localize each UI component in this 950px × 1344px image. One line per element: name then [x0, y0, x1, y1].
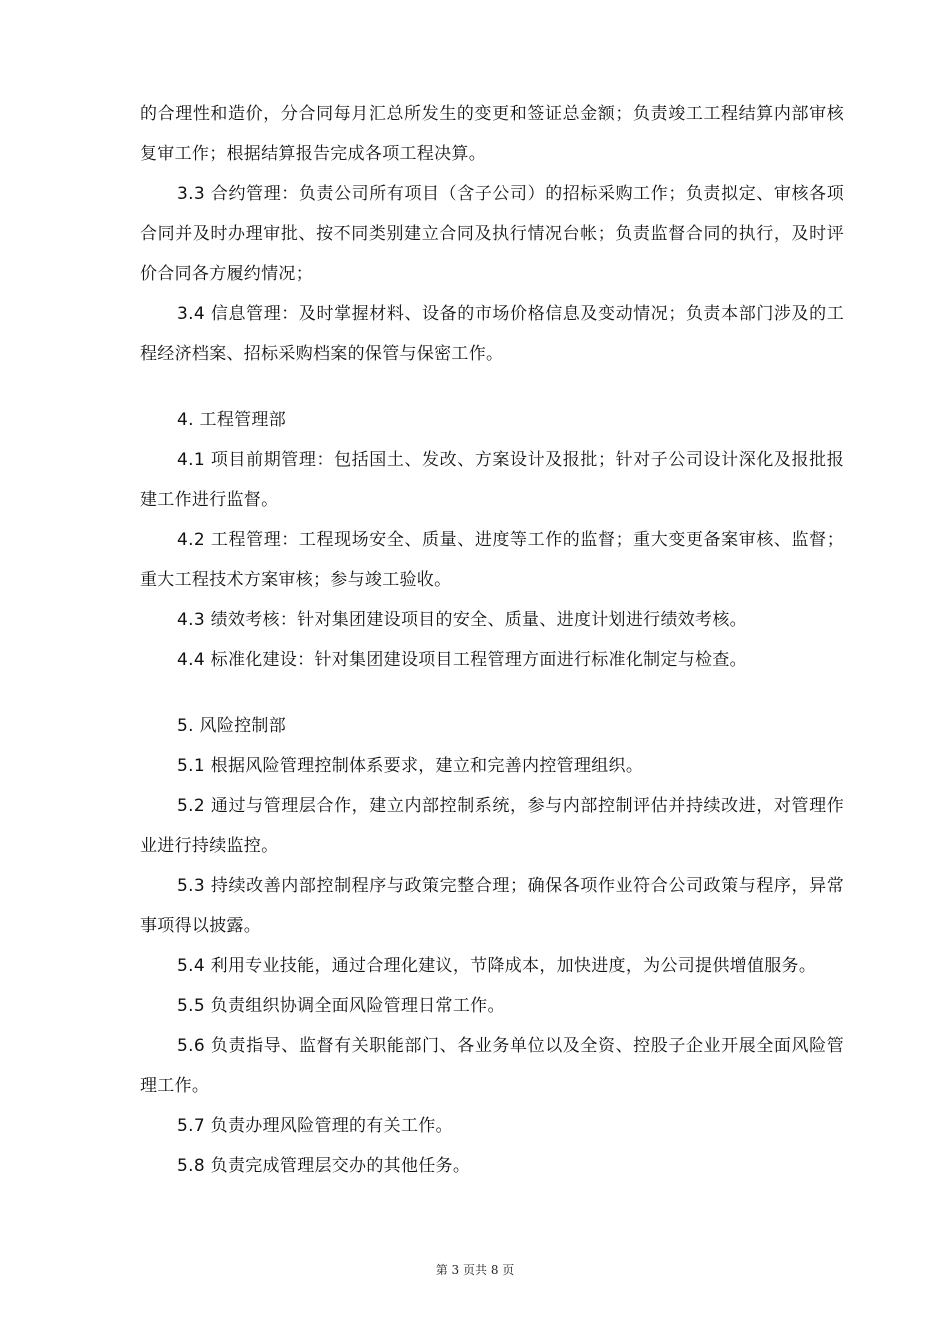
paragraph-4-3-performance-assessment: 4.3 绩效考核：针对集团建设项目的安全、质量、进度计划进行绩效考核。 — [177, 610, 747, 630]
paragraph-5-3: 5.3 持续改善内部控制程序与政策完整合理；确保各项作业符合公司政策与程序，异常事项得以披露。 — [140, 876, 844, 936]
paragraph-continuation: 的合理性和造价，分合同每月汇总所发生的变更和签证总金额；负责竣工工程结算内部审核复审工作；根据结算报告完成各项工程决算。 — [140, 104, 844, 164]
section-heading-5-risk-control-dept: 5. 风险控制部 — [177, 716, 287, 736]
paragraph-4-4-standardization: 4.4 标准化建设：针对集团建设项目工程管理方面进行标准化制定与检查。 — [177, 650, 747, 670]
paragraph-5-1: 5.1 根据风险管理控制体系要求，建立和完善内控管理组织。 — [177, 756, 644, 776]
document-body — [140, 94, 844, 1186]
paragraph-3-3-contract-management: 3.3 合约管理：负责公司所有项目（含子公司）的招标采购工作；负责拟定、审核各项合同并及时办理审批、按不同类别建立合同及执行情况台帐；负责监督合同的执行，及时评价合同各方履约情况； — [140, 184, 844, 284]
paragraph-5-6: 5.6 负责指导、监督有关职能部门、各业务单位以及全资、控股子企业开展全面风险管理工作。 — [140, 1036, 844, 1096]
paragraph-5-8: 5.8 负责完成管理层交办的其他任务。 — [177, 1156, 471, 1176]
page-number-footer: 第 3 页共 8 页 — [435, 1263, 515, 1277]
paragraph-5-5: 5.5 负责组织协调全面风险管理日常工作。 — [177, 996, 505, 1016]
section-heading-4-engineering-dept: 4. 工程管理部 — [177, 410, 287, 430]
paragraph-5-2: 5.2 通过与管理层合作，建立内部控制系统，参与内部控制评估并持续改进，对管理作业进行持续监控。 — [140, 796, 844, 856]
section-gap — [140, 374, 844, 400]
paragraph-5-4: 5.4 利用专业技能，通过合理化建议，节降成本，加快进度，为公司提供增值服务。 — [177, 956, 817, 976]
paragraph-5-7: 5.7 负责办理风险管理的有关工作。 — [177, 1116, 453, 1136]
paragraph-4-1-preliminary-management: 4.1 项目前期管理：包括国土、发改、方案设计及报批；针对子公司设计深化及报批报建工作进行监督。 — [140, 450, 844, 510]
paragraph-3-4-information-management: 3.4 信息管理：及时掌握材料、设备的市场价格信息及变动情况；负责本部门涉及的工程经济档案、招标采购档案的保管与保密工作。 — [140, 304, 844, 364]
paragraph-4-2-engineering-management: 4.2 工程管理：工程现场安全、质量、进度等工作的监督；重大变更备案审核、监督；重大工程技术方案审核；参与竣工验收。 — [140, 530, 844, 590]
section-gap — [140, 680, 844, 706]
